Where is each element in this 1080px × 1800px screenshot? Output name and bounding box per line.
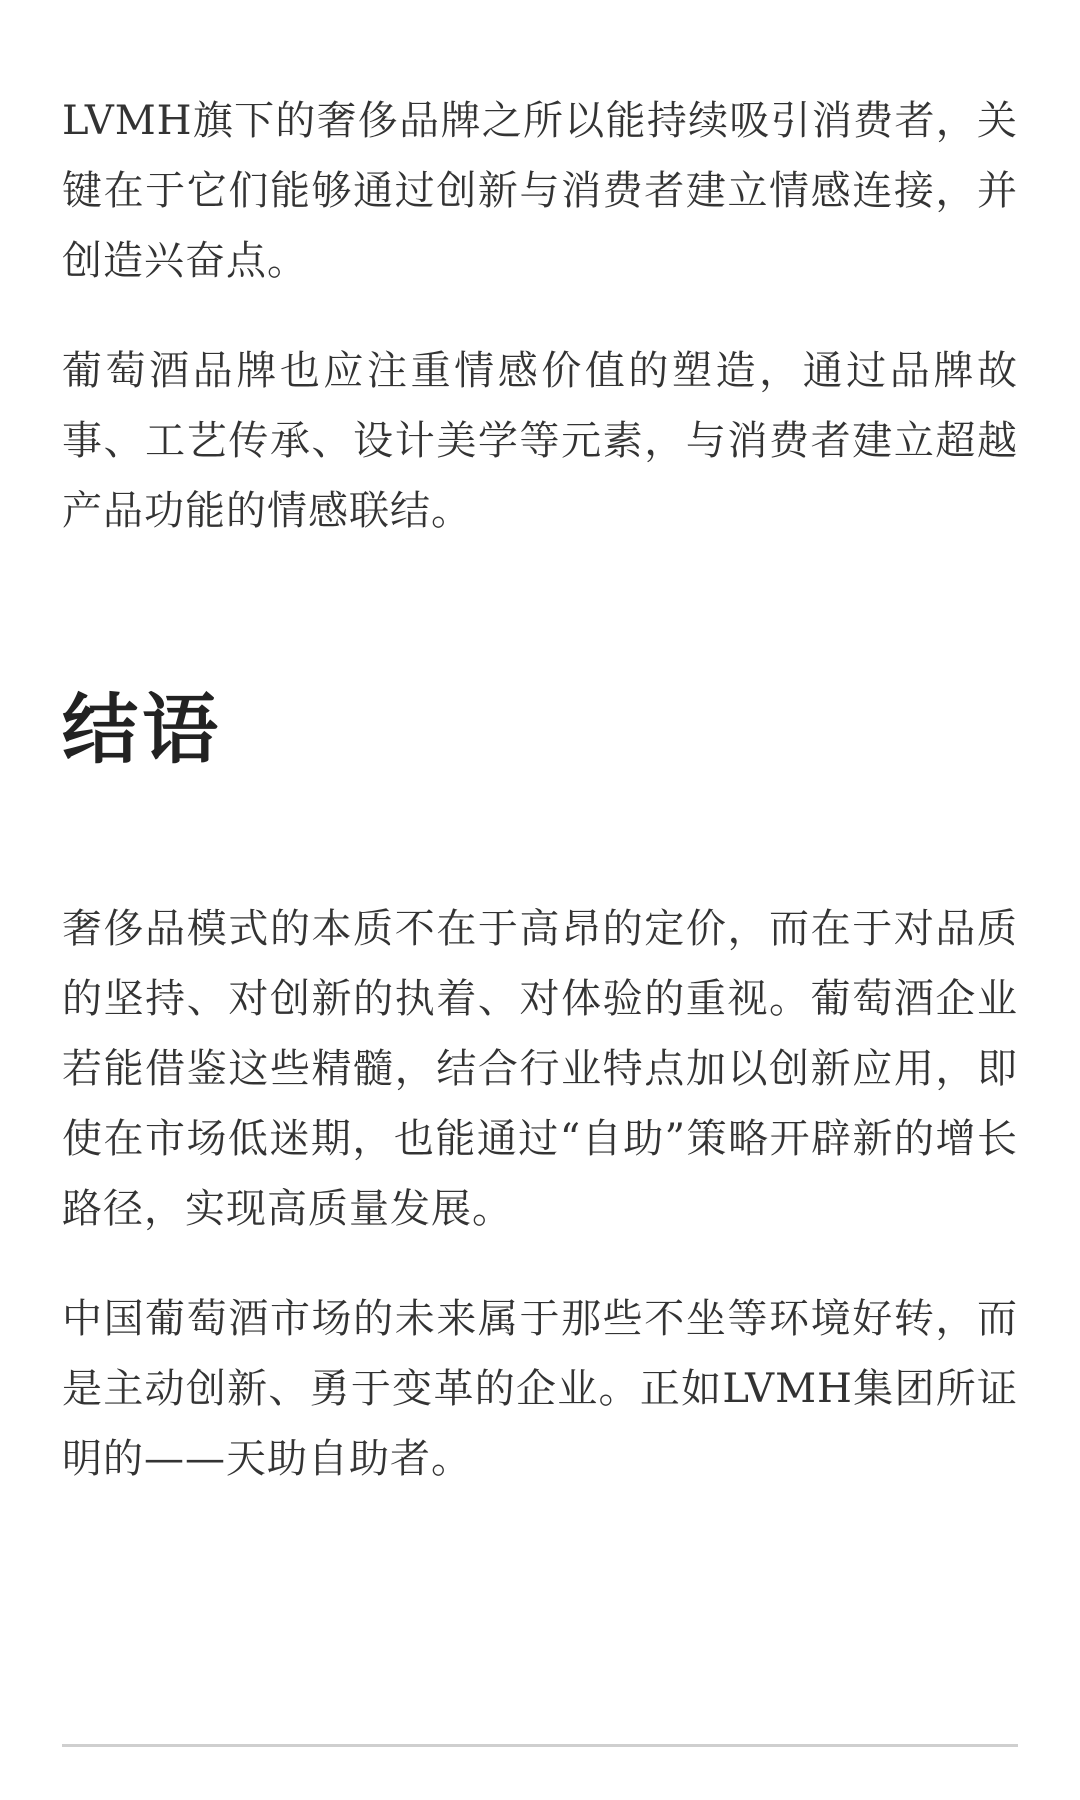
paragraph-wine-emotional-value: 葡萄酒品牌也应注重情感价值的塑造，通过品牌故事、工艺传承、设计美学等元素，与消费者建立超越产品功能的情感联结。 [62, 348, 1018, 534]
bottom-divider [62, 1744, 1018, 1747]
paragraph-china-wine-future: 中国葡萄酒市场的未来属于那些不坐等环境好转，而是主动创新、勇于变革的企业。正如LVMH集团所证明的——天助自助者。 [62, 1296, 1018, 1482]
paragraph-lvmh-innovation: LVMH旗下的奢侈品牌之所以能持续吸引消费者，关键在于它们能够通过创新与消费者建立情感连接，并创造兴奋点。 [62, 98, 1018, 284]
article-body [62, 86, 1018, 1494]
conclusion-heading: 结语 [62, 685, 222, 774]
paragraph-luxury-essence: 奢侈品模式的本质不在于高昂的定价，而在于对品质的坚持、对创新的执着、对体验的重视。葡萄酒企业若能借鉴这些精髓，结合行业特点加以创新应用，即使在市场低迷期，也能通过“自助”策略开辟新的增长路径，实现高质量发展。 [62, 906, 1018, 1232]
